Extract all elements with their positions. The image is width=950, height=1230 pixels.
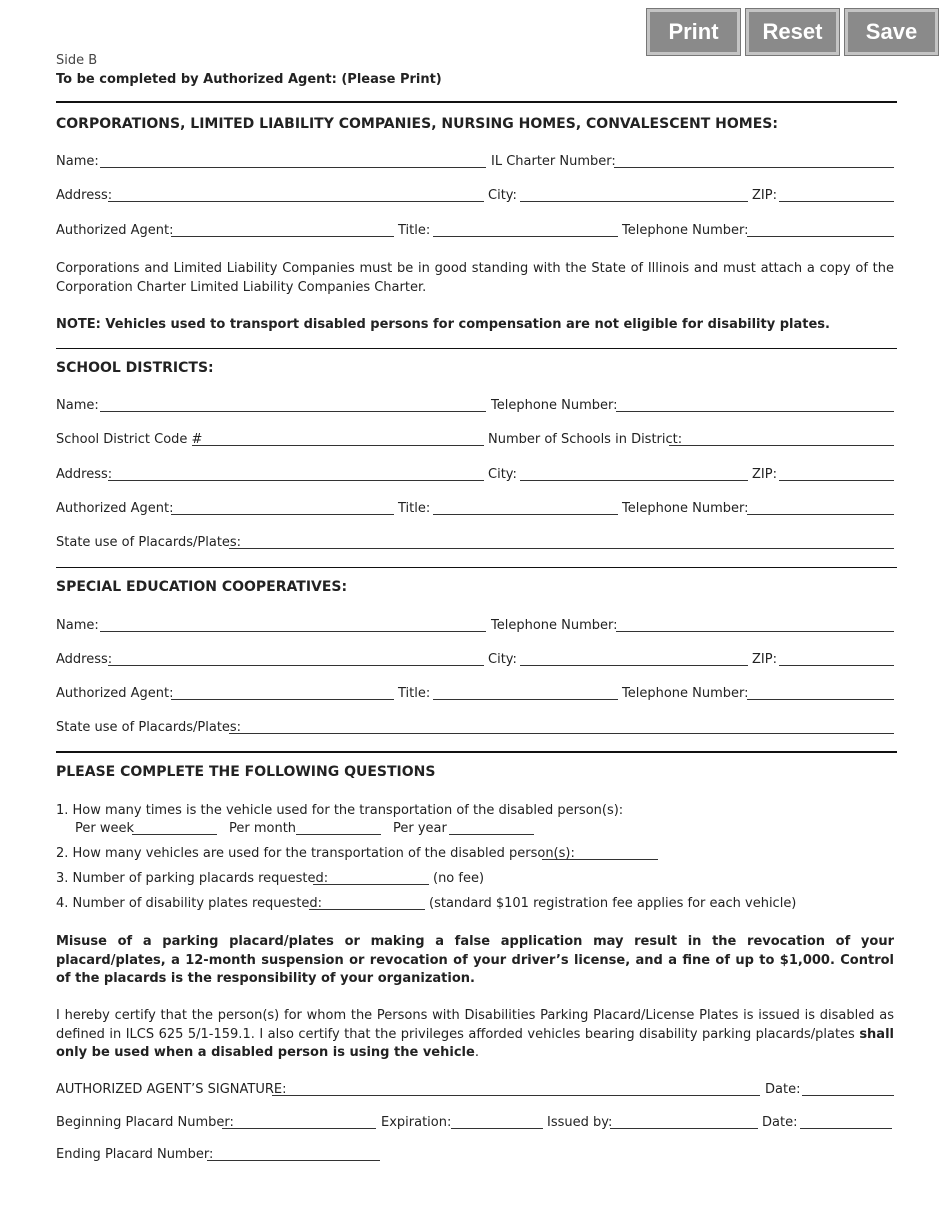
divider — [56, 348, 897, 349]
corp-charter-field[interactable] — [614, 167, 894, 168]
special-title-label: Title: — [398, 686, 431, 701]
per-month-label: Per month — [229, 821, 297, 836]
corp-zip-label: ZIP: — [752, 188, 777, 203]
expiration-label: Expiration: — [381, 1115, 452, 1130]
special-city-field[interactable] — [520, 665, 748, 666]
certification-text — [56, 1007, 894, 1063]
school-section-title: SCHOOL DISTRICTS: — [56, 360, 214, 376]
special-name-field[interactable] — [100, 631, 486, 632]
school-phone-field[interactable] — [616, 411, 894, 412]
school-phone2-label: Telephone Number: — [622, 501, 749, 516]
fee-note-label: (standard $101 registration fee applies for each vehicle) — [429, 896, 797, 911]
corp-address-field[interactable] — [108, 201, 484, 202]
school-city-field[interactable] — [520, 480, 748, 481]
per-year-label: Per year — [393, 821, 447, 836]
corp-phone-label: Telephone Number: — [622, 223, 749, 238]
question-3: 3. Number of parking placards requested: — [56, 871, 329, 886]
certification-end: . — [474, 1045, 479, 1060]
vehicles-count-field[interactable] — [542, 859, 658, 860]
corp-name-label: Name: — [56, 154, 99, 169]
per-week-label: Per week — [75, 821, 135, 836]
plates-count-field[interactable] — [309, 909, 425, 910]
issued-by-field[interactable] — [610, 1128, 758, 1129]
corp-title-label: Title: — [398, 223, 431, 238]
ending-placard-field[interactable] — [207, 1160, 380, 1161]
special-address-field[interactable] — [108, 665, 484, 666]
divider — [56, 567, 897, 568]
special-phone2-label: Telephone Number: — [622, 686, 749, 701]
issue-date-field[interactable] — [800, 1128, 892, 1129]
special-phone-label: Telephone Number: — [491, 618, 618, 633]
signature-label: AUTHORIZED AGENT’S SIGNATURE: — [56, 1082, 287, 1097]
placards-count-field[interactable] — [313, 884, 429, 885]
special-address-label: Address: — [56, 652, 113, 667]
corp-title-field[interactable] — [433, 236, 618, 237]
school-phone2-field[interactable] — [747, 514, 894, 515]
no-fee-label: (no fee) — [433, 871, 485, 886]
special-state-use-label: State use of Placards/Plates: — [56, 720, 242, 735]
school-name-field[interactable] — [100, 411, 486, 412]
special-title-field[interactable] — [433, 699, 618, 700]
corp-section-title: CORPORATIONS, LIMITED LIABILITY COMPANIES, NURSING HOMES, CONVALESCENT HOMES: — [56, 116, 778, 132]
signature-date-label: Date: — [765, 1082, 801, 1097]
school-code-label: School District Code # — [56, 432, 203, 447]
per-month-field[interactable] — [296, 834, 381, 835]
school-state-use-label: State use of Placards/Plates: — [56, 535, 242, 550]
reset-button[interactable]: Reset — [746, 9, 839, 55]
special-state-use-field[interactable] — [229, 733, 894, 734]
school-address-field[interactable] — [108, 480, 484, 481]
school-zip-label: ZIP: — [752, 467, 777, 482]
school-city-label: City: — [488, 467, 517, 482]
save-button[interactable]: Save — [845, 9, 938, 55]
special-phone2-field[interactable] — [747, 699, 894, 700]
signature-date-field[interactable] — [802, 1095, 894, 1096]
special-agent-label: Authorized Agent: — [56, 686, 174, 701]
corp-zip-field[interactable] — [779, 201, 894, 202]
school-title-label: Title: — [398, 501, 431, 516]
beginning-placard-field[interactable] — [222, 1128, 376, 1129]
ending-placard-label: Ending Placard Number: — [56, 1147, 214, 1162]
per-week-field[interactable] — [132, 834, 217, 835]
corp-phone-field[interactable] — [747, 236, 894, 237]
per-year-field[interactable] — [449, 834, 534, 835]
misuse-warning: Misuse of a parking placard/plates or making a false application may result in the revocation of your placard/plates, a 12-month suspension or revocation of your driver’s license, and a fine of up to $1,000. Control of the placards is the responsibility of your organization. — [56, 934, 894, 986]
certification-body: I hereby certify that the person(s) for whom the Persons with Disabilities Parking Placard/License Plates is issued is disabled as defined in ILCS 625 5/1-159.1. I also certify that the privileges afforded vehicles bearing disability parking placards/plates — [56, 1008, 894, 1042]
special-phone-field[interactable] — [616, 631, 894, 632]
print-button[interactable]: Print — [647, 9, 740, 55]
beginning-placard-label: Beginning Placard Number: — [56, 1115, 234, 1130]
questions-section-title: PLEASE COMPLETE THE FOLLOWING QUESTIONS — [56, 764, 436, 780]
good-standing-text: Corporations and Limited Liability Companies must be in good standing with the State of Illinois and must attach a copy of the Corporation Charter Limited Liability Companies Charter. — [56, 261, 894, 295]
special-city-label: City: — [488, 652, 517, 667]
corp-city-label: City: — [488, 188, 517, 203]
question-4: 4. Number of disability plates requested: — [56, 896, 323, 911]
corp-name-field[interactable] — [100, 167, 486, 168]
special-section-title: SPECIAL EDUCATION COOPERATIVES: — [56, 579, 348, 595]
special-zip-field[interactable] — [779, 665, 894, 666]
signature-field[interactable] — [272, 1095, 760, 1096]
divider — [56, 101, 897, 103]
school-zip-field[interactable] — [779, 480, 894, 481]
corp-agent-field[interactable] — [171, 236, 394, 237]
corp-agent-label: Authorized Agent: — [56, 223, 174, 238]
question-1: 1. How many times is the vehicle used for the transportation of the disabled person(s): — [56, 803, 624, 818]
special-name-label: Name: — [56, 618, 99, 633]
note-text: NOTE: Vehicles used to transport disabled persons for compensation are not eligible for disability plates. — [56, 317, 830, 332]
school-count-field[interactable] — [669, 445, 894, 446]
issue-date-label: Date: — [762, 1115, 798, 1130]
school-code-field[interactable] — [192, 445, 484, 446]
issued-by-label: Issued by: — [547, 1115, 613, 1130]
instruction-label: To be completed by Authorized Agent: (Please Print) — [56, 72, 442, 87]
school-agent-field[interactable] — [171, 514, 394, 515]
school-title-field[interactable] — [433, 514, 618, 515]
divider — [56, 751, 897, 753]
school-name-label: Name: — [56, 398, 99, 413]
corp-city-field[interactable] — [520, 201, 748, 202]
corp-charter-label: IL Charter Number: — [491, 154, 616, 169]
school-agent-label: Authorized Agent: — [56, 501, 174, 516]
school-address-label: Address: — [56, 467, 113, 482]
school-state-use-field[interactable] — [229, 548, 894, 549]
special-zip-label: ZIP: — [752, 652, 777, 667]
side-label: Side B — [56, 53, 98, 68]
corp-address-label: Address: — [56, 188, 113, 203]
question-2: 2. How many vehicles are used for the transportation of the disabled person(s): — [56, 846, 575, 861]
school-phone-label: Telephone Number: — [491, 398, 618, 413]
certification-emphasis: shall only be used when a disabled person is using the vehicle — [56, 1026, 894, 1060]
expiration-field[interactable] — [451, 1128, 543, 1129]
school-count-label: Number of Schools in District: — [488, 432, 683, 447]
special-agent-field[interactable] — [171, 699, 394, 700]
